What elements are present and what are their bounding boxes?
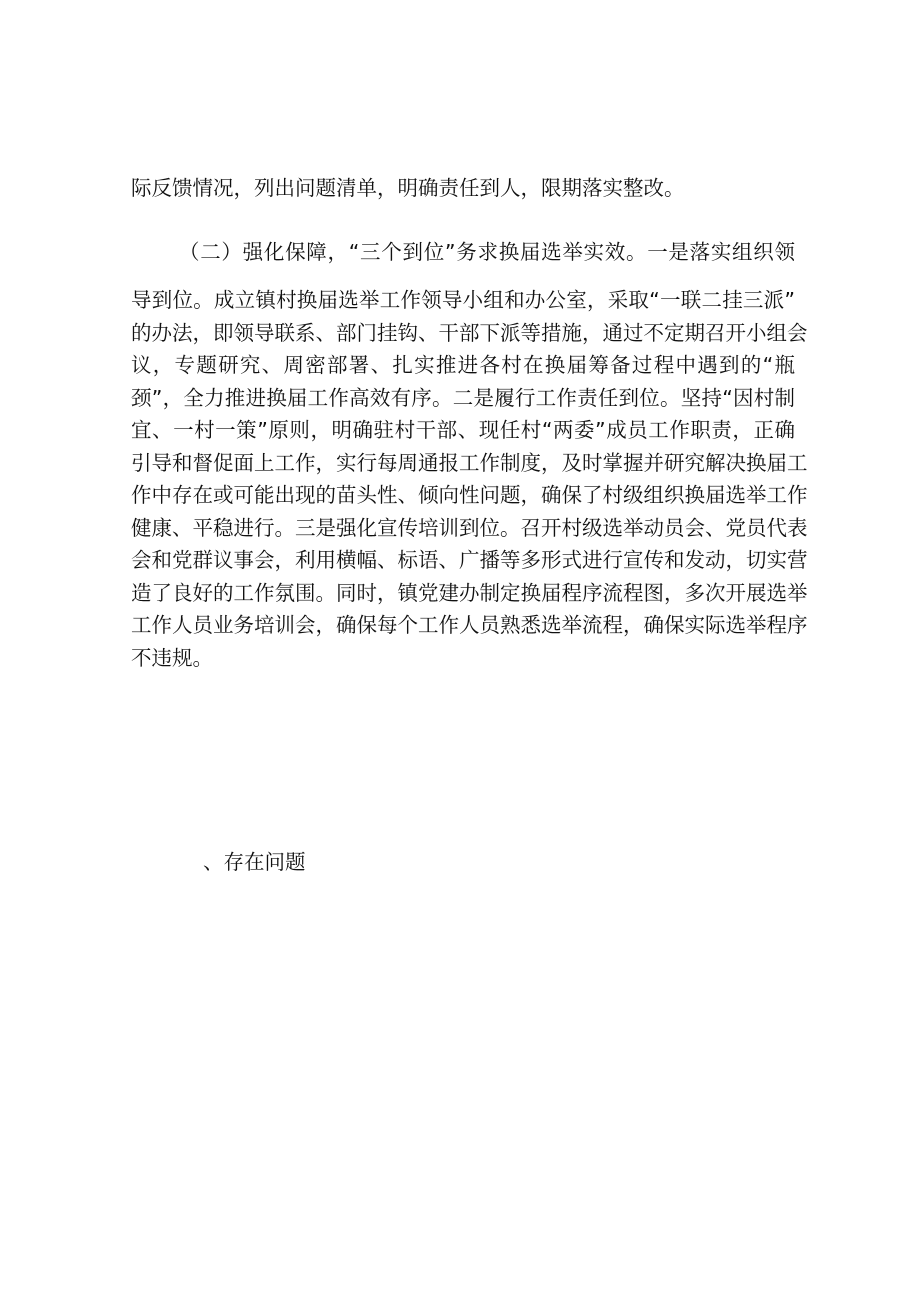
paragraph-continuation [131,172,795,205]
paragraph-line: 引导和督促面上工作，实行每周通报工作制度，及时掌握并研究解决换届工 [131,450,808,475]
paragraph-line: 际反馈情况，列出问题清单，明确责任到人，限期落实整改。 [131,176,685,200]
paragraph-line: 工作人员业务培训会，确保每个工作人员熟悉选举流程，确保实际选举程序 [131,613,808,637]
paragraph-line: 造了良好的工作氛围。同时，镇党建办制定换届程序流程图，多次开展选举 [131,580,808,605]
paragraph-strengthen-guarantee [131,236,808,674]
paragraph-line: （二）强化保障，“三个到位”务求换届选举实效。一是落实组织领 [179,240,795,264]
paragraph-line: 导到位。成立镇村换届选举工作领导小组和办公室，采取“一联二挂三派” [131,288,795,312]
paragraph-line: 会和党群议事会，利用横幅、标语、广播等多形式进行宣传和发动，切实营 [131,548,808,572]
paragraph-line: 的办法，即领导联系、部门挂钩、干部下派等措施，通过不定期召开小组会 [131,320,808,345]
paragraph-line: 议，专题研究、周密部署、扎实推进各村在换届筹备过程中遇到的“瓶 [131,353,795,377]
section-heading-block [131,846,795,879]
paragraph-line: 健康、平稳进行。三是强化宣传培训到位。召开村级选举动员会、党员代表 [131,515,808,540]
paragraph-line: 作中存在或可能出现的苗头性、倾向性问题，确保了村级组织换届选举工作 [131,483,808,507]
paragraph-line: 颈”，全力推进换届工作高效有序。二是履行工作责任到位。坚持“因村制 [131,385,795,410]
paragraph-line: 不违规。 [131,645,213,670]
paragraph-line: 宜、一村一策”原则，明确驻村干部、现任村“两委”成员工作职责，正确 [131,418,795,442]
section-heading: 、存在问题 [203,850,306,874]
